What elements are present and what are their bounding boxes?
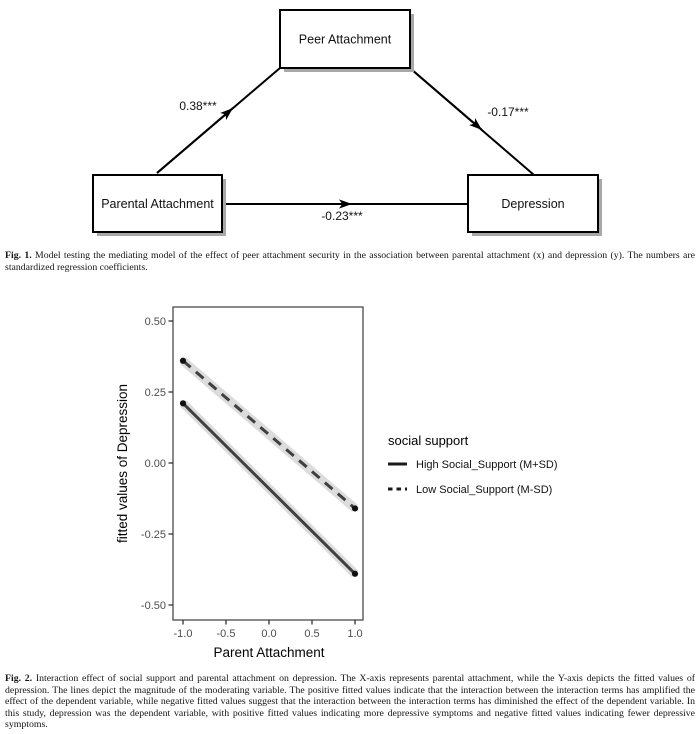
- peer-attachment-label: Peer Attachment: [298, 32, 392, 47]
- plot-panel: [173, 307, 363, 620]
- y-tick-label: 0.50: [144, 315, 166, 328]
- x-tick-label: 1.0: [347, 628, 363, 640]
- figure2-caption: [5, 673, 695, 731]
- x-tick-label: -1.0: [173, 628, 193, 640]
- data-point: [180, 358, 186, 364]
- y-tick-label: 0.00: [144, 457, 166, 470]
- legend-title: social support: [388, 433, 469, 448]
- figure1-caption-tag: Fig. 1.: [5, 250, 32, 261]
- y-tick-label: 0.25: [144, 386, 166, 399]
- legend-label: High Social_Support (M+SD): [416, 459, 558, 471]
- arrowhead-peer-to-depression: [411, 69, 482, 130]
- data-point: [352, 505, 358, 511]
- path-coefficient-parental-peer: 0.38***: [179, 99, 217, 113]
- figure2-interaction-plot: [0, 300, 699, 670]
- x-tick-label: 0.5: [304, 628, 320, 640]
- y-tick-label: -0.50: [140, 599, 166, 612]
- path-coefficient-parental-depression: -0.23***: [321, 209, 363, 223]
- y-tick-label: -0.25: [140, 528, 166, 541]
- parental-attachment-label: Parental Attachment: [101, 197, 214, 211]
- x-tick-label: 0.0: [261, 628, 277, 640]
- arrowhead-parental-to-peer: [157, 108, 233, 173]
- y-axis-title: fitted values of Depression: [115, 383, 130, 544]
- x-axis-title: Parent Attachment: [213, 645, 325, 660]
- figure2-caption-text: Interaction effect of social support and parental attachment on depression. The X-axis represents parental attachment, while the Y-axis depicts the fitted values of depression. The lines depict the magnitude of the moderating variable. The positive fitted values indicate that the interaction between the interaction terms has amplified the effect of the dependent variable, while negative fitted values suggest that the interaction between the interaction terms has diminished the effect of the dependent variable. In this study, depression was the dependent variable, with positive fitted values indicating more depressive symptoms and negative fitted values indicating fewer depressive symptoms.: [5, 673, 695, 731]
- depression-label: Depression: [501, 197, 565, 211]
- data-point: [352, 571, 358, 577]
- figure1-mediation-diagram: [0, 0, 699, 248]
- figure2-caption-tag: Fig. 2.: [5, 673, 33, 684]
- x-tick-label: -0.5: [216, 628, 236, 640]
- figure1-caption: [5, 250, 695, 273]
- path-coefficient-peer-depression: -0.17***: [487, 105, 529, 119]
- figure1-caption-text: Model testing the mediating model of the effect of peer attachment security in the association between parental attachment (x) and depression (y). The numbers are standardized regression coefficients.: [5, 250, 695, 273]
- legend-label: Low Social_Support (M-SD): [416, 484, 553, 496]
- data-point: [180, 400, 186, 406]
